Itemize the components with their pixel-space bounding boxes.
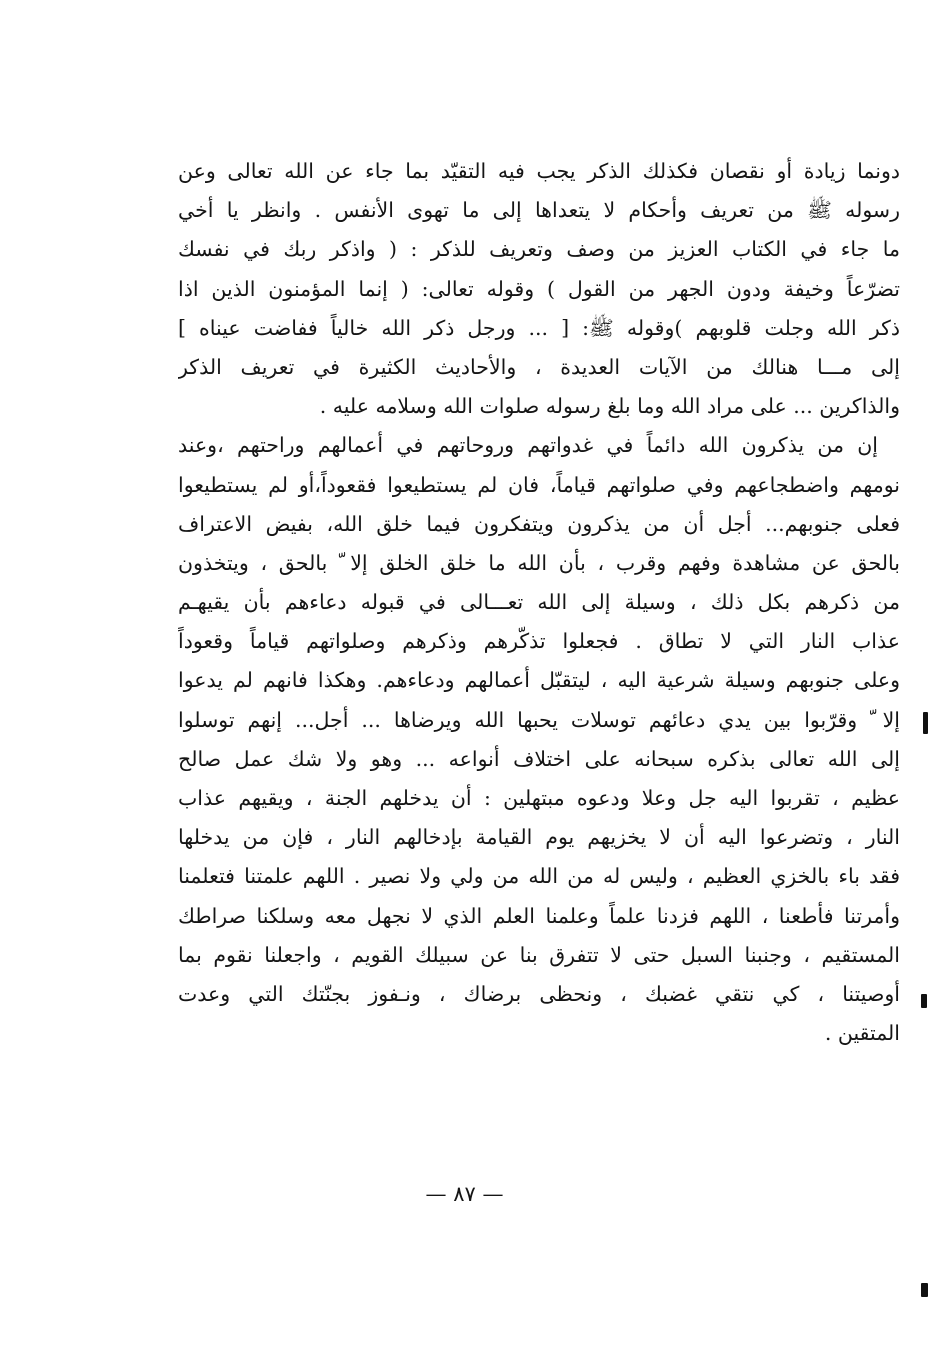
text-line-1: دونما زيادة أو نقصان فكذلك الذكر يجب فيه التقيّد بما جاء عن الله تعالى وعن bbox=[178, 159, 900, 183]
text-line-15: إلا ّ وقرّبوا بين يدي دعائهم توسلات يحبها الله ويرضاها ... أجل... إنهم توسلوا bbox=[178, 707, 900, 732]
text-line-12: من ذكرهم بكل ذلك ، وسيلة إلى الله تعـــالى في قبوله دعاءهم بأن يقيهـم bbox=[178, 590, 900, 615]
text-line-3: ما جاء في الكتاب العزيز من وصف وتعريف للذكر : ( واذكر ربك في نفسك bbox=[178, 237, 900, 262]
scan-mark bbox=[921, 994, 927, 1008]
scan-mark bbox=[923, 712, 928, 734]
text-line-2: رسوله ﷺ من تعريف وأحكام لا يتعداها إلى ما تهوى الأنفس . وانظر يا أخي bbox=[178, 198, 900, 223]
text-line-18: النار ، وتضرعوا اليه أن لا يخزيهم يوم القيامة بإدخالهم النار ، فإن من يدخلها bbox=[178, 825, 900, 850]
text-line-14: وعلى جنوبهم وسيلة شرعية اليه ، ليتقبّل أعمالهم ودعاءهم. وهكذا فانهم لم يدعوا bbox=[178, 668, 900, 693]
page-number: — ٨٧ — bbox=[425, 1182, 504, 1206]
body-text bbox=[178, 152, 900, 1053]
text-line-22: أوصيتنا ، كي نتقي غضبك ، ونحظى برضاك ، ونـفوز بجنّتك التي وعدت bbox=[178, 981, 900, 1006]
text-line-11: بالحق عن مشاهدة وفهم وقرب ، بأن الله ما خلق الخلق إلا ّ بالحق ، ويتخذون bbox=[178, 550, 900, 575]
text-line-6: إلى مـــا هنالك من الآيات العديدة ، والأحاديث الكثيرة في تعريف الذكر bbox=[178, 354, 900, 379]
text-line-7: والذاكرين ... على مراد الله وما بلغ رسوله صلوات الله وسلامه عليه . bbox=[319, 394, 900, 419]
text-line-5: ذكر الله وجلت قلوبهم )وقوله ﷺ: [ ... ورجل ذكر الله خالياً ففاضت عيناه ] bbox=[178, 315, 900, 340]
text-line-21: المستقيم ، وجنبنا السبل حتى لا تتفرق بنا عن سبيلك القويم ، واجعلنا نقوم بما bbox=[178, 942, 900, 967]
text-line-10: فعلى جنوبهم... أجل أن من يذكرون ويتفكرون فيما خلق الله، بفيض الاعتراف bbox=[178, 511, 900, 536]
text-line-17: عظيم ، تقربوا اليه جل وعلا ودعوه مبتهلين : أن يدخلهم الجنة ، ويقيهم عذاب bbox=[178, 786, 900, 810]
text-line-20: وأمرتنا فأطعنا ، اللهم فزدنا علماً وعلمنا العلم الذي لا نجهل معه وسلكنا صراطك bbox=[178, 903, 900, 928]
text-line-13: عذاب النار التي لا تطاق . فجعلوا تذكّرهم وذكرهم وصلواتهم قياماً وقعوداً bbox=[178, 629, 900, 654]
text-line-23: المتقين . bbox=[824, 1021, 900, 1046]
text-line-4: تضرّعاً وخيفة ودون الجهر من القول ) وقوله تعالى: ( إنما المؤمنون الذين اذا bbox=[178, 276, 900, 301]
text-line-9: نومهم واضطجاعهم وفي صلواتهم قياماً، فان لم يستطيعوا فقعوداً،أو لم يستطيعوا bbox=[178, 472, 900, 497]
scan-mark bbox=[921, 1283, 928, 1297]
text-line-19: فقد باء بالخزي العظيم ، وليس له من الله من ولي ولا نصير . اللهم علمتنا فتعلمنا bbox=[178, 864, 900, 889]
text-line-8: إن من يذكرون الله دائماً في غدواتهم وروحاتهم في أعمالهم وراحتهم ،وعند bbox=[178, 433, 878, 458]
text-line-16: إلى الله تعالى بذكره سبحانه على اختلاف أنواعه ... وهو ولا شك عمل صالح bbox=[178, 746, 900, 771]
